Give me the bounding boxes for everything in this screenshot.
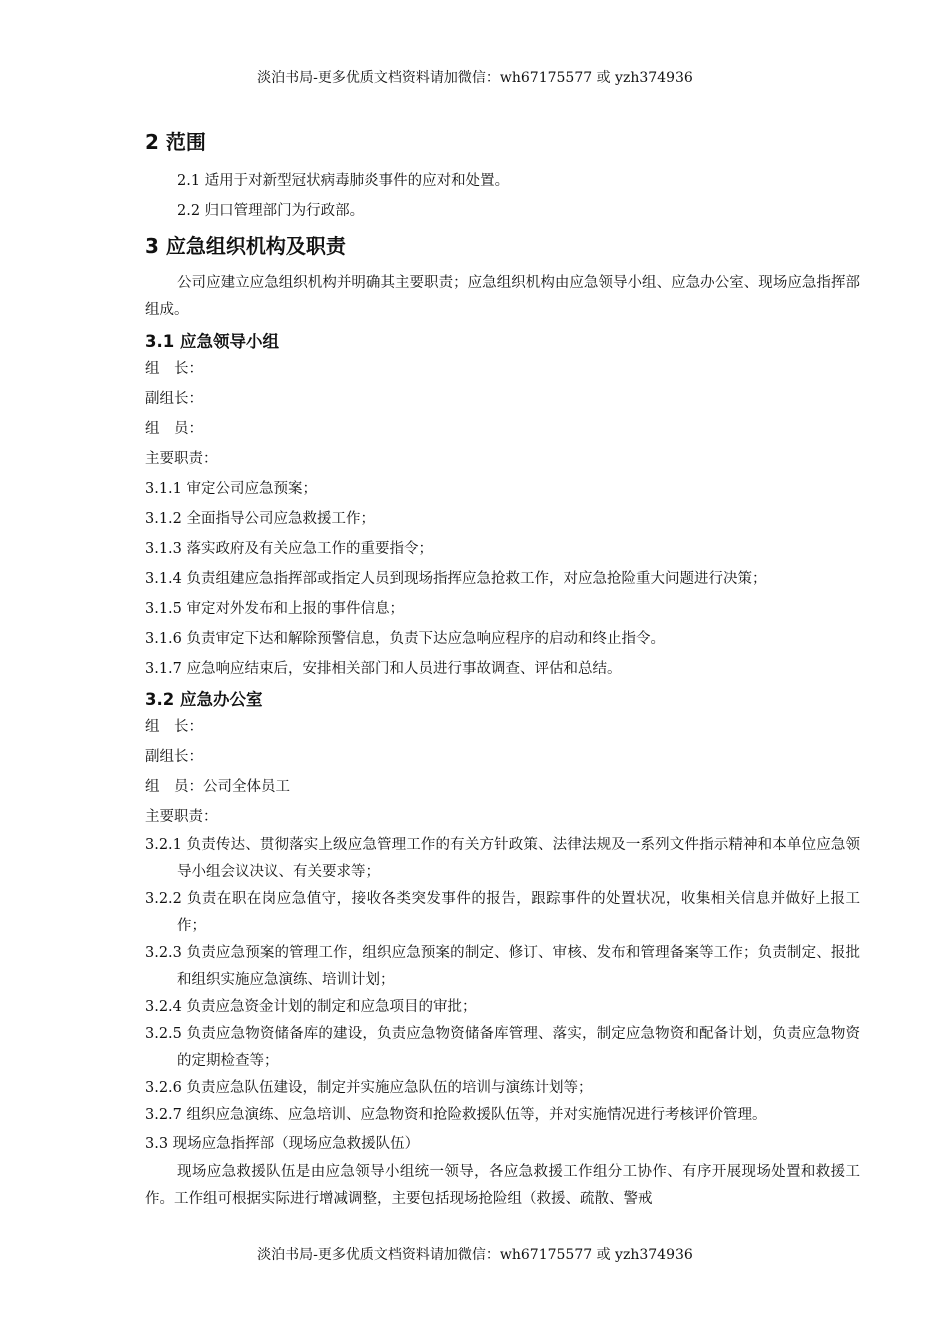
duty-3-2-7: 3.2.7 组织应急演练、应急培训、应急物资和抢险救援队伍等，并对实施情况进行考核评价管理。 [145,1107,767,1123]
page-content [145,128,860,1213]
duty-3-1-6: 3.1.6 负责审定下达和解除预警信息，负责下达应急响应程序的启动和终止指令。 [145,631,666,647]
section-3-2-duties-label: 主要职责： [145,809,218,825]
duty-3-2-3: 3.2.3 负责应急预案的管理工作，组织应急预案的制定、修订、审核、发布和管理备案等工作；负责制定、报批和组织实施应急演练、培训计划； [145,945,860,988]
page-footer: 淡泊书局-更多优质文档资料请加微信：wh67175577 或 yzh374936 [257,1247,693,1263]
duty-3-1-1: 3.1.1 审定公司应急预案； [145,481,318,497]
page-header: 淡泊书局-更多优质文档资料请加微信：wh67175577 或 yzh374936 [257,70,693,86]
duty-3-2-1: 3.2.1 负责传达、贯彻落实上级应急管理工作的有关方针政策、法律法规及一系列文件指示精神和本单位应急领导小组会议决议、有关要求等； [145,837,860,880]
section-3-1-leader: 组 长： [145,361,203,377]
duty-3-2-4: 3.2.4 负责应急资金计划的制定和应急项目的审批； [145,999,477,1015]
section-3-1-title: 3.1 应急领导小组 [145,332,279,351]
duty-3-2-6: 3.2.6 负责应急队伍建设，制定并实施应急队伍的培训与演练计划等； [145,1080,593,1096]
duty-3-2-5: 3.2.5 负责应急物资储备库的建设，负责应急物资储备库管理、落实，制定应急物资和配备计划，负责应急物资的定期检查等； [145,1026,860,1069]
section-3-3-text: 现场应急救援队伍是由应急领导小组统一领导，各应急救援工作组分工协作、有序开展现场处置和救援工作。工作组可根据实际进行增减调整，主要包括现场抢险组（救援、疏散、警戒 [145,1164,860,1207]
section-2-item-1: 2.1 适用于对新型冠状病毒肺炎事件的应对和处置。 [177,173,510,189]
section-3-2-title: 3.2 应急办公室 [145,690,263,709]
duty-3-1-2: 3.1.2 全面指导公司应急救援工作； [145,511,376,527]
section-3-2-deputy: 副组长： [145,749,203,765]
section-3-1-deputy: 副组长： [145,391,203,407]
duty-3-1-7: 3.1.7 应急响应结束后，安排相关部门和人员进行事故调查、评估和总结。 [145,661,622,677]
section-3-2-leader: 组 长： [145,719,203,735]
duty-3-1-3: 3.1.3 落实政府及有关应急工作的重要指令； [145,541,434,557]
section-3-1-member: 组 员： [145,421,203,437]
duty-3-1-4: 3.1.4 负责组建应急指挥部或指定人员到现场指挥应急抢救工作，对应急抢险重大问题进行决策； [145,571,767,587]
section-3-3-title: 3.3 现场应急指挥部（现场应急救援队伍） [145,1136,420,1152]
section-3-2-member: 组 员：公司全体员工 [145,779,290,795]
section-3-1-duties-label: 主要职责： [145,451,218,467]
duty-3-2-2: 3.2.2 负责在职在岗应急值守，接收各类突发事件的报告，跟踪事件的处置状况，收集相关信息并做好上报工作； [145,891,860,934]
section-2-title: 2 范围 [145,130,206,154]
section-3-intro: 公司应建立应急组织机构并明确其主要职责；应急组织机构由应急领导小组、应急办公室、现场应急指挥部组成。 [145,275,860,318]
duty-3-1-5: 3.1.5 审定对外发布和上报的事件信息； [145,601,405,617]
section-3-title: 3 应急组织机构及职责 [145,234,346,258]
section-2-item-2: 2.2 归口管理部门为行政部。 [177,203,365,219]
